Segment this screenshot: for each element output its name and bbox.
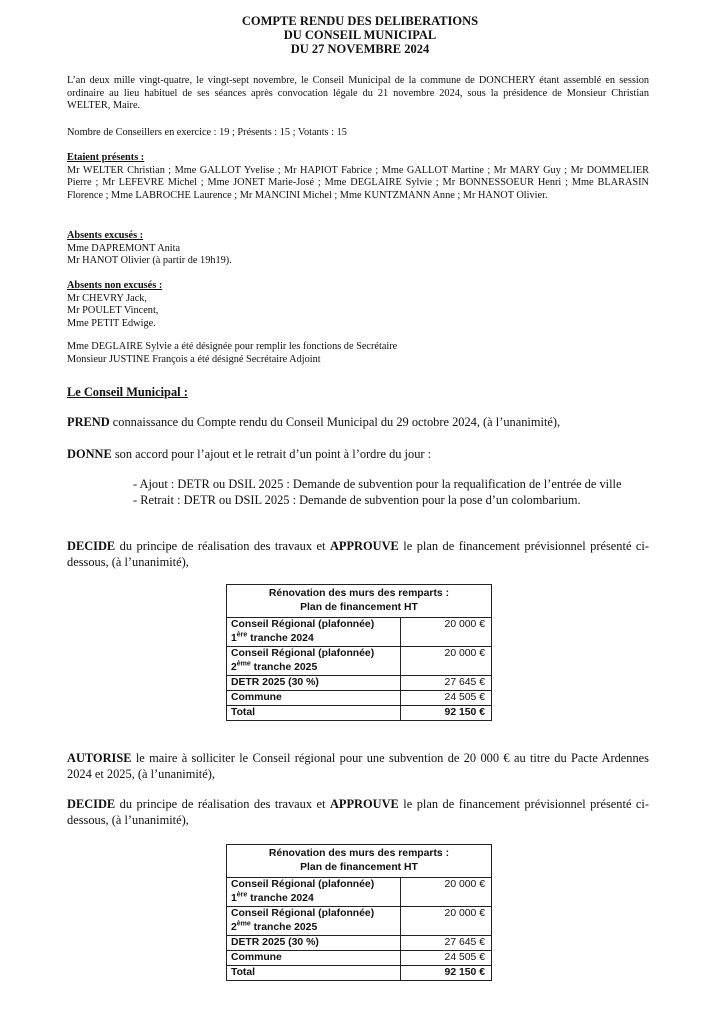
amount-cell: 24 505 € <box>400 691 492 706</box>
absent-non-excuse-3: Mme PETIT Edwige. <box>67 317 156 329</box>
total-cell: 92 150 € <box>400 966 492 981</box>
absents-excuses-section <box>67 230 649 268</box>
ordre-du-jour-list <box>133 476 643 508</box>
table-total-row: Total 92 150 € <box>227 966 492 981</box>
table-row: Conseil Régional (plafonnée) 1ère tranche 2024 20 000 € <box>227 878 492 907</box>
absent-non-excuse-1: Mr CHEVRY Jack, <box>67 292 147 304</box>
prend-paragraph: PREND connaissance du Compte rendu du Conseil Municipal du 29 octobre 2024, (à l’unanimité), <box>67 415 561 429</box>
table-subtitle: Plan de financement HT <box>300 602 418 613</box>
donne-paragraph: DONNE son accord pour l’ajout et le retrait d’un point à l’ordre du jour : <box>67 447 432 461</box>
table-row: Conseil Régional (plafonnée) 2ème tranche 2025 20 000 € <box>227 907 492 936</box>
amount-cell: 20 000 € <box>400 878 492 907</box>
amount-cell: 20 000 € <box>400 618 492 647</box>
secretaire-adjoint-line: Monsieur JUSTINE François a été désigné Secrétaire Adjoint <box>67 353 321 365</box>
absents-non-excuses-section <box>67 280 649 330</box>
donne-verb: DONNE <box>67 447 112 461</box>
decide-paragraph-2: DECIDE du principe de réalisation des travaux et APPROUVE le plan de financement prévisionnel présenté ci-dessous, (à l’unanimité), <box>67 797 649 827</box>
financing-table-1 <box>226 584 492 721</box>
title-line-2: DU CONSEIL MUNICIPAL <box>283 28 437 42</box>
presents-section <box>67 152 649 202</box>
table-row: DETR 2025 (30 %) 27 645 € <box>227 676 492 691</box>
absents-excuses-heading: Absents excusés : <box>67 230 144 241</box>
conseil-heading: Le Conseil Municipal : <box>67 385 188 399</box>
financing-table-2 <box>226 844 492 981</box>
list-item-ajout: - Ajout : DETR ou DSIL 2025 : Demande de subvention pour la requalification de l’entrée de ville <box>133 477 622 491</box>
intro-paragraph: L’an deux mille vingt-quatre, le vingt-sept novembre, le Conseil Municipal de la commune de DONCHERY étant assemblé en session ordinaire au lieu habituel de ses séances après convocation légale du 21 novembre 2024, sous la présidence de Monsieur Christian WELTER, Maire. <box>67 75 649 112</box>
table-row: Conseil Régional (plafonnée) 1ère tranche 2024 20 000 € <box>227 618 492 647</box>
absent-non-excuse-2: Mr POULET Vincent, <box>67 305 159 317</box>
table-title: Rénovation des murs des remparts : <box>268 848 450 859</box>
presents-list: Mr WELTER Christian ; Mme GALLOT Yvelise ; Mr HAPIOT Fabrice ; Mme GALLOT Martine ; Mr MARY Guy ; Mr DOMMELIER Pierre ; Mr LEFEVRE Michel ; Mme JONET Marie-José ; Mme DEGLAIRE Sylvie ; Mr BONNESSOEUR Henri ; Mme BLARASIN Florence ; Mme LABROCHE Laurence ; Mr MANCINI Michel ; Mme KUNTZMANN Anne ; Mr HANOT Olivier. <box>67 164 649 201</box>
secretaires-section <box>67 341 649 366</box>
amount-cell: 20 000 € <box>400 907 492 936</box>
decide-paragraph-1: DECIDE du principe de réalisation des travaux et APPROUVE le plan de financement prévisionnel présenté ci-dessous, (à l’unanimité), <box>67 539 649 569</box>
title-line-1: COMPTE RENDU DES DELIBERATIONS <box>241 14 479 28</box>
amount-cell: 27 645 € <box>400 936 492 951</box>
table-row: Commune 24 505 € <box>227 951 492 966</box>
absent-excuse-2: Mr HANOT Olivier (à partir de 19h19). <box>67 255 232 267</box>
table-header-row <box>227 845 492 878</box>
table-row: Commune 24 505 € <box>227 691 492 706</box>
total-cell: 92 150 € <box>400 706 492 721</box>
title-line-3: DU 27 NOVEMBRE 2024 <box>290 42 430 56</box>
prend-verb: PREND <box>67 415 110 429</box>
table-header-row <box>227 585 492 618</box>
amount-cell: 24 505 € <box>400 951 492 966</box>
amount-cell: 20 000 € <box>400 647 492 676</box>
autorise-paragraph: AUTORISE le maire à solliciter le Conseil régional pour une subvention de 20 000 € au titre du Pacte Ardennes 2024 et 2025, (à l’unanimité), <box>67 751 649 781</box>
absents-non-excuses-heading: Absents non excusés : <box>67 280 163 291</box>
table-row: DETR 2025 (30 %) 27 645 € <box>227 936 492 951</box>
amount-cell: 27 645 € <box>400 676 492 691</box>
presents-heading: Etaient présents : <box>67 152 145 163</box>
table-subtitle: Plan de financement HT <box>300 862 418 873</box>
table-row: Conseil Régional (plafonnée) 2ème tranche 2025 20 000 € <box>227 647 492 676</box>
secretaire-line: Mme DEGLAIRE Sylvie a été désignée pour remplir les fonctions de Secrétaire <box>67 341 398 352</box>
table-total-row: Total 92 150 € <box>227 706 492 721</box>
table-title: Rénovation des murs des remparts : <box>268 588 450 599</box>
council-counts: Nombre de Conseillers en exercice : 19 ; Présents : 15 ; Votants : 15 <box>67 127 347 138</box>
list-item-retrait: - Retrait : DETR ou DSIL 2025 : Demande de subvention pour la pose d’un colombarium. <box>133 493 581 507</box>
absent-excuse-1: Mme DAPREMONT Anita <box>67 242 181 254</box>
